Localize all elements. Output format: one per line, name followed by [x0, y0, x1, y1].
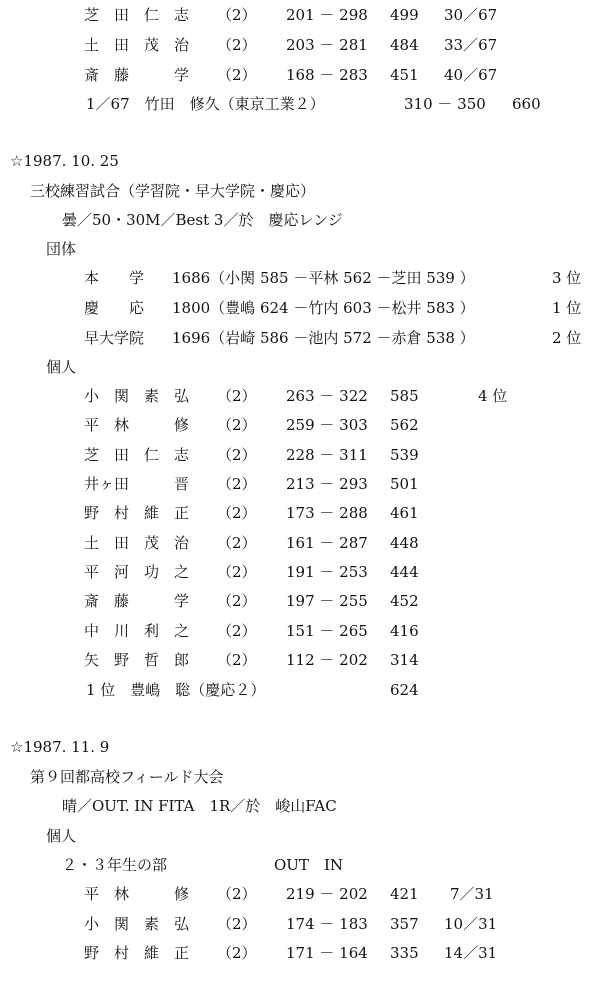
team-place: 3 位 [552, 269, 582, 287]
individual-scores: 151 － 265 [286, 622, 368, 640]
team-place: 2 位 [552, 329, 582, 347]
top-row-grade: （2） [217, 36, 257, 54]
individual-total: 444 [390, 563, 419, 581]
individual-total: 452 [390, 592, 419, 610]
individual-name: 平 林 修 [84, 416, 190, 434]
individual-scores: 191 － 253 [286, 563, 368, 581]
individual-scores: 112 － 202 [286, 651, 368, 669]
individual-name: 小 関 素 弘 [84, 387, 190, 405]
event-conditions: 曇／50・30M／Best 3／於 慶応レンジ [62, 211, 343, 229]
top-row-total: 499 [390, 6, 419, 24]
individual-name: 平 林 修 [84, 885, 190, 903]
individual-grade: （2） [217, 416, 257, 434]
individual-total: 335 [390, 944, 419, 962]
top-row-name: 斎 藤 学 [84, 66, 190, 84]
individual-name: 小 関 素 弘 [84, 915, 190, 933]
individual-total: 585 [390, 387, 419, 405]
team-name: 慶 応 [84, 299, 145, 317]
individual-grade: （2） [217, 534, 257, 552]
team-place: 1 位 [552, 299, 582, 317]
top-row-grade: （2） [217, 6, 257, 24]
top-row-grade: （2） [217, 66, 257, 84]
individual-scores: 161 － 287 [286, 534, 368, 552]
individual-name: 野 村 維 正 [84, 944, 190, 962]
team-detail: 1800（豊嶋 624 －竹内 603 －松井 583 ） [172, 299, 475, 317]
event-title: 三校練習試合（学習院・早大学院・慶応） [30, 182, 316, 200]
individual-name: 芝 田 仁 志 [84, 446, 190, 464]
individual-total: 357 [390, 915, 419, 933]
top-row-name: 土 田 茂 治 [84, 36, 190, 54]
top-row-total: 484 [390, 36, 419, 54]
top-winner-label: 1／67 竹田 修久（東京工業２） [86, 95, 325, 113]
top-row-scores: 168 － 283 [286, 66, 368, 84]
individual-heading: 個人 [46, 827, 77, 845]
individual-total: 416 [390, 622, 419, 640]
individual-total: 539 [390, 446, 419, 464]
individual-grade: （2） [217, 915, 257, 933]
division-label: ２・３年生の部 [62, 856, 168, 874]
top-winner-total: 660 [512, 95, 541, 113]
individual-total: 448 [390, 534, 419, 552]
column-headers: OUT IN [274, 856, 343, 874]
individual-name: 野 村 維 正 [84, 504, 190, 522]
individual-place: 4 位 [478, 387, 508, 405]
individual-total: 501 [390, 475, 419, 493]
top-row-rank: 30／67 [444, 6, 498, 24]
top-row-total: 451 [390, 66, 419, 84]
individual-grade: （2） [217, 563, 257, 581]
individual-scores: 174 － 183 [286, 915, 368, 933]
individual-grade: （2） [217, 504, 257, 522]
individual-name: 矢 野 哲 郎 [84, 651, 190, 669]
individual-name: 土 田 茂 治 [84, 534, 190, 552]
individual-scores: 171 － 164 [286, 944, 368, 962]
individual-scores: 197 － 255 [286, 592, 368, 610]
individual-grade: （2） [217, 387, 257, 405]
top-row-name: 芝 田 仁 志 [84, 6, 190, 24]
individual-total: 461 [390, 504, 419, 522]
team-heading: 団体 [46, 240, 77, 258]
individual-scores: 263 － 322 [286, 387, 368, 405]
event-date: ☆1987. 11. 9 [10, 738, 110, 756]
team-detail: 1696（岩崎 586 －池内 572 －赤倉 538 ） [172, 329, 475, 347]
individual-grade: （2） [217, 651, 257, 669]
individual-name: 井ヶ田 晋 [84, 475, 190, 493]
individual-grade: （2） [217, 592, 257, 610]
individual-scores: 173 － 288 [286, 504, 368, 522]
event-title: 第９回都高校フィールド大会 [30, 768, 224, 786]
top-row-scores: 201 － 298 [286, 6, 368, 24]
event-winner-total: 624 [390, 681, 419, 699]
team-name: 早大学院 [84, 329, 145, 347]
individual-grade: （2） [217, 944, 257, 962]
top-row-rank: 33／67 [444, 36, 498, 54]
event-winner-label: 1 位 豊嶋 聡（慶応２） [86, 681, 266, 699]
individual-rank: 7／31 [450, 885, 494, 903]
individual-scores: 228 － 311 [286, 446, 368, 464]
top-winner-scores: 310 － 350 [404, 95, 486, 113]
individual-grade: （2） [217, 885, 257, 903]
team-detail: 1686（小関 585 －平林 562 －芝田 539 ） [172, 269, 475, 287]
individual-total: 562 [390, 416, 419, 434]
individual-grade: （2） [217, 475, 257, 493]
individual-scores: 213 － 293 [286, 475, 368, 493]
individual-name: 平 河 功 之 [84, 563, 190, 581]
individual-grade: （2） [217, 446, 257, 464]
individual-total: 421 [390, 885, 419, 903]
individual-name: 中 川 利 之 [84, 622, 190, 640]
individual-grade: （2） [217, 622, 257, 640]
individual-scores: 259 － 303 [286, 416, 368, 434]
individual-name: 斎 藤 学 [84, 592, 190, 610]
top-row-rank: 40／67 [444, 66, 498, 84]
top-row-scores: 203 － 281 [286, 36, 368, 54]
event-conditions: 晴／OUT. IN FITA 1R／於 峻山FAC [62, 797, 337, 815]
individual-scores: 219 － 202 [286, 885, 368, 903]
individual-heading: 個人 [46, 358, 77, 376]
individual-rank: 14／31 [444, 944, 498, 962]
individual-rank: 10／31 [444, 915, 498, 933]
event-date: ☆1987. 10. 25 [10, 152, 119, 170]
individual-total: 314 [390, 651, 419, 669]
team-name: 本 学 [84, 269, 145, 287]
